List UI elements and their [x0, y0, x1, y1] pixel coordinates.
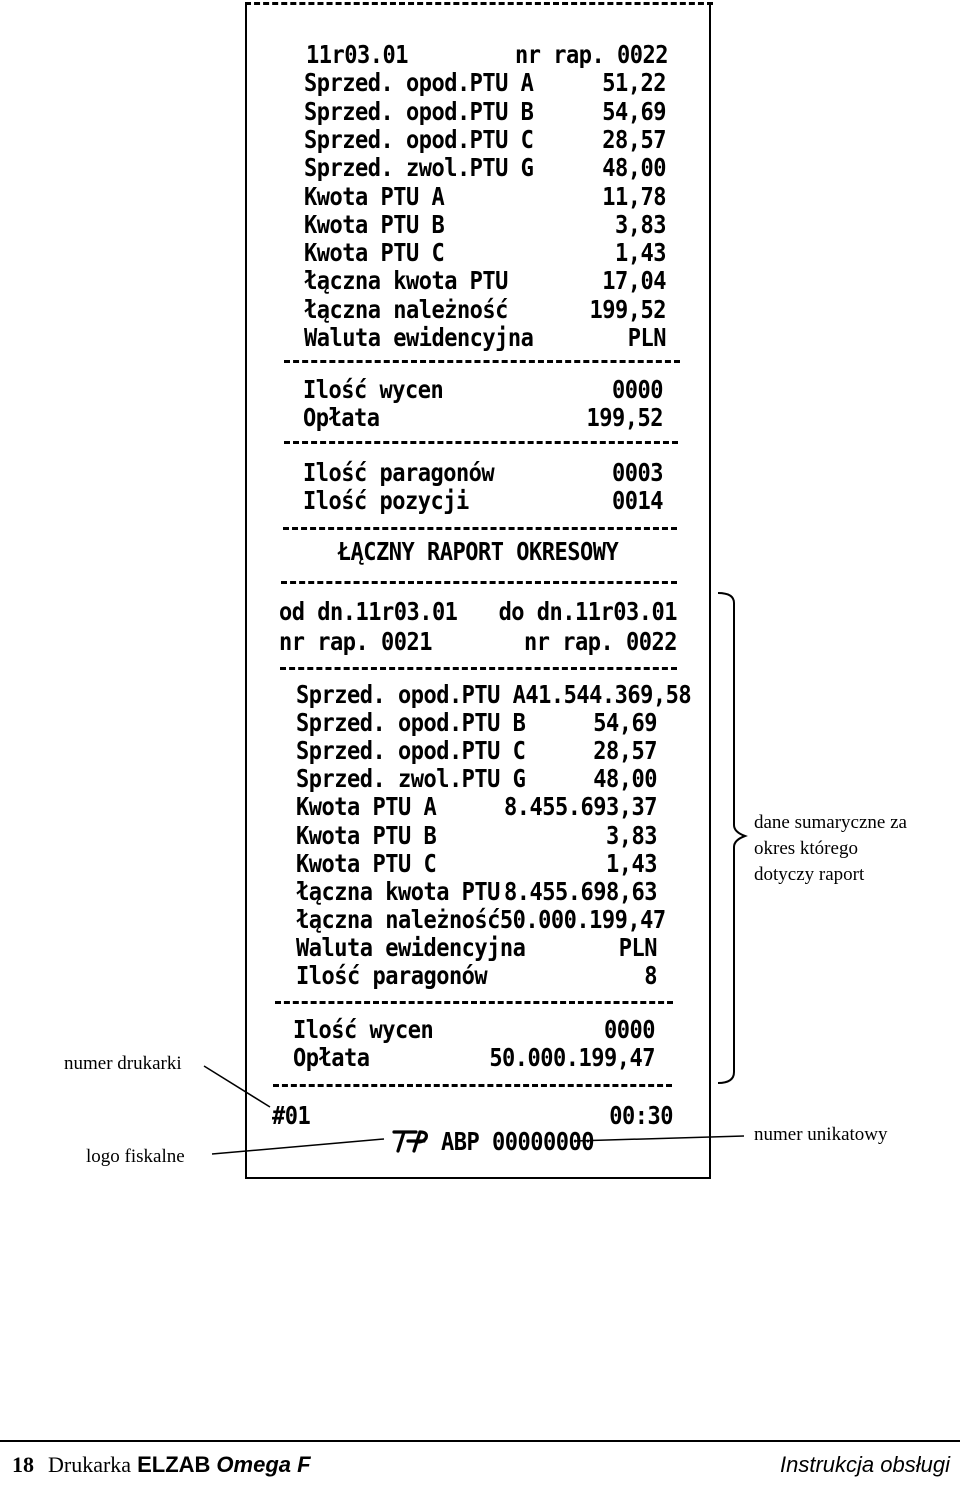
receipt-line-value: 8.455.698,63 [504, 877, 657, 906]
receipt-line-value: 1,43 [615, 239, 666, 268]
footer-rule [0, 1440, 960, 1442]
summary-annotation-line-2: okres którego [754, 838, 858, 859]
receipt-header-line-label: 11r03.01 [306, 41, 408, 69]
receipt-line-label: Waluta ewidencyjna [304, 324, 534, 352]
page-footer [12, 1452, 950, 1484]
receipt-line-value: 3,83 [606, 821, 657, 850]
printer-number-line-label: #01 [272, 1102, 311, 1130]
receipt-line-label: Sprzed. opod.PTU B [296, 709, 526, 738]
receipt-line-value: 8.455.693,37 [504, 793, 657, 822]
footer-model-name: Omega F [216, 1452, 311, 1477]
receipt-line-label: Sprzed. opod.PTU C [304, 125, 534, 154]
receipt-line-label: Sprzed. opod.PTU A [296, 681, 526, 709]
receipt-line-label: łączna kwota PTU [304, 267, 508, 296]
receipt-line-label: Kwota PTU B [304, 210, 445, 239]
receipt-line-label: Kwota PTU C [304, 239, 445, 268]
receipt-line-value: 3,83 [615, 210, 666, 239]
summary-annotation [754, 810, 907, 888]
receipt-line-label: łączna należność [296, 905, 500, 934]
receipt-line-value: 50.000.199,47 [499, 905, 666, 934]
fiscal-logo-annotation: logo fiskalne [86, 1146, 185, 1167]
receipt-line-label: Sprzed. zwol.PTU G [304, 154, 534, 183]
receipt-line-label: Opłata [303, 404, 380, 432]
period-report-title: ŁĄCZNY RAPORT OKRESOWY [337, 538, 619, 567]
period-header-line-label: nr rap. 0021 [279, 628, 432, 656]
receipt-line-label: Kwota PTU C [296, 849, 437, 878]
receipt-line-value: 50.000.199,47 [489, 1044, 655, 1072]
receipt-line-value: PLN [627, 324, 666, 352]
receipt-line-value: 8 [644, 962, 657, 990]
receipt-line-value: 0000 [612, 376, 663, 404]
receipt-line-value: 51,22 [602, 69, 666, 98]
page-number: 18 [12, 1452, 34, 1477]
receipt-line-value: 17,04 [602, 267, 666, 296]
receipt-header-line-value: nr rap. 0022 [515, 41, 668, 69]
receipt-line-label: łączna należność [304, 295, 508, 324]
footer-model: ELZAB [137, 1452, 211, 1477]
receipt-line-value: 0014 [612, 487, 663, 515]
manual-title: Instrukcja obsługi [780, 1452, 950, 1477]
receipt-line-value: 11,78 [602, 182, 666, 211]
summary-annotation-line-1: dane sumaryczne za [754, 812, 907, 833]
receipt-line-label: Kwota PTU B [296, 821, 437, 850]
receipt-line-label: łączna kwota PTU [296, 877, 500, 906]
receipt-line-label: Sprzed. opod.PTU B [304, 97, 534, 126]
summary-annotation-line-3: dotyczy raport [754, 864, 865, 885]
receipt-line-value: 48,00 [593, 765, 657, 794]
receipt-line-label: Ilość wycen [293, 1016, 434, 1044]
receipt-line-label: Sprzed. opod.PTU C [296, 737, 526, 766]
period-header-line-value: nr rap. 0022 [524, 628, 677, 656]
period-header-line-label: od dn.11r03.01 [279, 598, 458, 626]
printer-number-line-value: 00:30 [609, 1102, 673, 1130]
printer-number-annotation: numer drukarki [64, 1053, 182, 1074]
unique-number: ABP 00000000 [441, 1128, 594, 1156]
receipt-line-value: 199,52 [589, 295, 666, 324]
receipt-line-label: Sprzed. opod.PTU A [304, 69, 534, 98]
period-header-line-value: do dn.11r03.01 [498, 598, 677, 626]
receipt-line-label: Kwota PTU A [296, 793, 437, 822]
receipt-line-label: Sprzed. zwol.PTU G [296, 765, 526, 794]
receipt-line-value: 0003 [612, 459, 663, 487]
receipt-line-label: Ilość paragonów [303, 459, 495, 487]
receipt-line-value: 28,57 [593, 737, 657, 766]
receipt-line-label: Kwota PTU A [304, 182, 445, 211]
receipt-line-label: Ilość wycen [303, 376, 444, 404]
receipt-line-value: 54,69 [602, 97, 666, 126]
receipt-line-value: 199,52 [586, 404, 663, 432]
unique-number-annotation: numer unikatowy [754, 1124, 888, 1145]
footer-brand: Drukarka [48, 1452, 132, 1477]
receipt-line-value: 48,00 [602, 154, 666, 183]
receipt-line-label: Waluta ewidencyjna [296, 933, 526, 962]
receipt-line-value: 0000 [604, 1016, 655, 1044]
receipt-line-value: 28,57 [602, 125, 666, 154]
receipt-line-label: Opłata [293, 1044, 370, 1072]
receipt-line-label: Ilość pozycji [303, 487, 469, 515]
receipt-line-label: Ilość paragonów [296, 962, 488, 990]
receipt-line-value: 54,69 [593, 709, 657, 738]
receipt-line-value: 41.544.369,58 [525, 681, 692, 709]
receipt-line-value: PLN [618, 933, 657, 962]
receipt-line-value: 1,43 [606, 849, 657, 878]
